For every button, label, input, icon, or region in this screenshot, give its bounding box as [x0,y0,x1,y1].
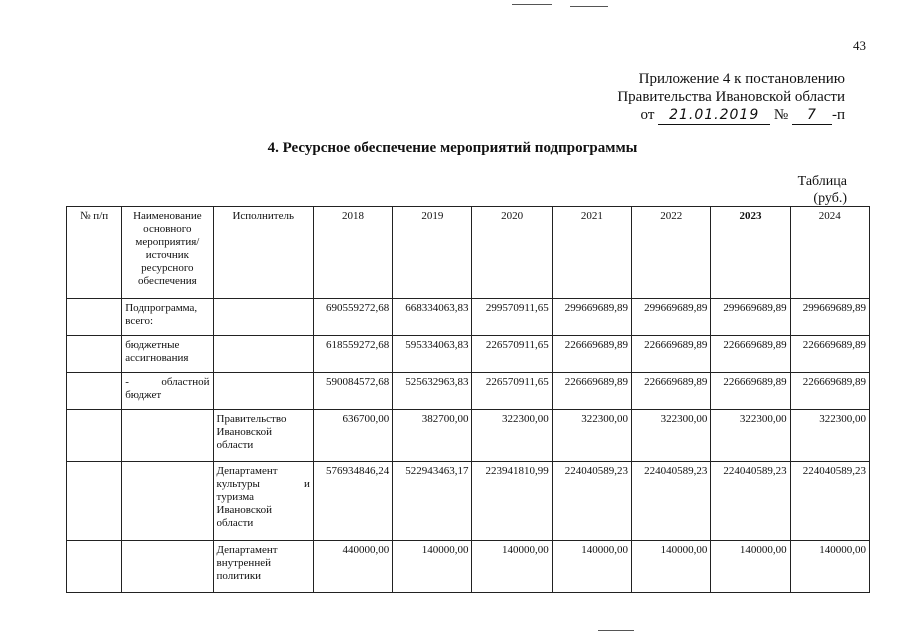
value-2024: 140000,00 [790,541,869,593]
value-2020: 226570911,65 [472,336,552,373]
scan-artifact-top [512,4,552,5]
header-num: № п/п [67,207,122,299]
table-row-culture-department [67,462,870,541]
value-2023: 140000,00 [711,541,790,593]
value-2018: 636700,00 [313,410,392,462]
header-year-2023: 2023 [711,207,790,299]
table-caption [798,173,847,207]
appendix-line-2: Правительства Ивановской области [617,89,845,105]
header-year-2022: 2022 [632,207,711,299]
row-executor [213,299,313,336]
value-2021: 140000,00 [552,541,631,593]
value-2021: 322300,00 [552,410,631,462]
document-title: 4. Ресурсное обеспечение мероприятий подпрограммы [267,140,638,156]
row-name [122,373,213,410]
row-name-word: областной [161,376,210,388]
scan-artifact-top-2 [570,6,608,7]
table-row-internal-policy-department [67,541,870,593]
value-2022: 322300,00 [632,410,711,462]
value-2021: 226669689,89 [552,336,631,373]
date-prefix: от [640,107,655,123]
table-caption-unit: (руб.) [813,191,847,206]
value-2023: 322300,00 [711,410,790,462]
value-2023: 299669689,89 [711,299,790,336]
value-2019: 595334063,83 [393,336,472,373]
value-2022: 140000,00 [632,541,711,593]
header-year-2021: 2021 [552,207,631,299]
row-executor [213,336,313,373]
value-2023: 224040589,23 [711,462,790,541]
row-num [67,462,122,541]
row-num [67,541,122,593]
value-2019: 522943463,17 [393,462,472,541]
row-executor-second-line [217,478,310,491]
value-2022: 299669689,89 [632,299,711,336]
header-year-2024: 2024 [790,207,869,299]
handwritten-number: 7 [792,106,832,125]
value-2021: 299669689,89 [552,299,631,336]
handwritten-date: 21.01.2019 [658,106,770,125]
value-2019: 140000,00 [393,541,472,593]
value-2018: 618559272,68 [313,336,392,373]
value-2024: 322300,00 [790,410,869,462]
table-header-row [67,207,870,299]
table-row-government [67,410,870,462]
value-2018: 690559272,68 [313,299,392,336]
row-executor: Департамент внутренней политики [213,541,313,593]
value-2022: 226669689,89 [632,373,711,410]
value-2020: 140000,00 [472,541,552,593]
row-num [67,373,122,410]
header-year-2020: 2020 [472,207,552,299]
row-executor: Правительство Ивановской области [213,410,313,462]
value-2018: 440000,00 [313,541,392,593]
value-2024: 299669689,89 [790,299,869,336]
appendix-line-1: Приложение 4 к постановлению [638,71,845,87]
row-name: Подпрограмма, всего: [122,299,213,336]
value-2022: 224040589,23 [632,462,711,541]
header-executor: Исполнитель [213,207,313,299]
value-2024: 226669689,89 [790,336,869,373]
value-2019: 668334063,83 [393,299,472,336]
value-2024: 224040589,23 [790,462,869,541]
row-executor-rest: туризма Ивановской области [216,491,272,529]
row-name [122,410,213,462]
row-executor [213,373,313,410]
row-name-rest: бюджет [125,389,162,401]
row-executor-and: и [304,478,310,490]
value-2023: 226669689,89 [711,373,790,410]
value-2020: 223941810,99 [472,462,552,541]
value-2018: 590084572,68 [313,373,392,410]
row-name [122,462,213,541]
row-executor-word: культуры [216,478,260,490]
header-year-2018: 2018 [313,207,392,299]
appendix-date-line [617,106,845,125]
value-2024: 226669689,89 [790,373,869,410]
row-num [67,410,122,462]
row-num [67,299,122,336]
row-num [67,336,122,373]
value-2023: 226669689,89 [711,336,790,373]
row-name [122,541,213,593]
value-2020: 226570911,65 [472,373,552,410]
value-2020: 299570911,65 [472,299,552,336]
scan-artifact-bottom [598,630,634,631]
row-executor-first: Департамент [216,465,278,477]
header-name: Наименование основного мероприятия/ источник ресурсного обеспечения [122,207,213,299]
row-name-dash: - [125,376,129,388]
value-2018: 576934846,24 [313,462,392,541]
table-row-budget-allocations [67,336,870,373]
page-number: 43 [853,38,866,53]
value-2022: 226669689,89 [632,336,711,373]
table-row-subprogram-total [67,299,870,336]
table-row-regional-budget [67,373,870,410]
row-name-first-line [125,376,209,389]
number-sign: № [773,107,789,123]
resource-table [66,206,870,593]
table-caption-label: Таблица [797,174,847,189]
row-name: бюджетные ассигнования [122,336,213,373]
row-executor [213,462,313,541]
value-2019: 525632963,83 [393,373,472,410]
number-suffix: -п [831,107,845,123]
header-year-2019: 2019 [393,207,472,299]
value-2020: 322300,00 [472,410,552,462]
appendix-header [617,70,845,125]
value-2021: 224040589,23 [552,462,631,541]
value-2019: 382700,00 [393,410,472,462]
value-2021: 226669689,89 [552,373,631,410]
